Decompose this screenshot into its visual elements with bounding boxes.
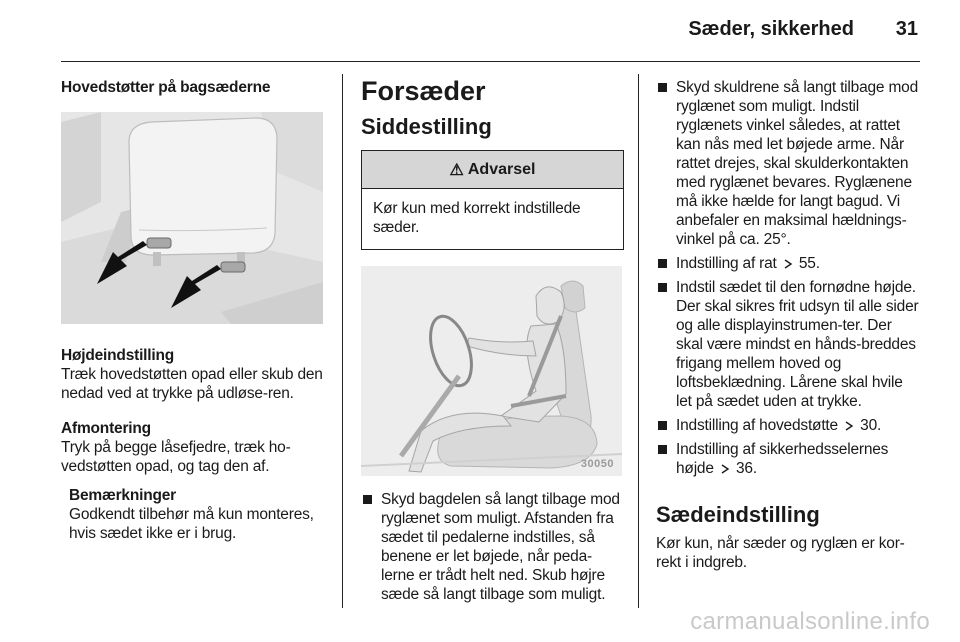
list-item (656, 416, 920, 435)
page-reference-link[interactable]: 30. (860, 417, 882, 434)
note-text: Godkendt tilbehør må kun monteres, hvis sædet ikke er i brug. (69, 506, 314, 542)
header-title: Sæder, sikkerhed (688, 18, 854, 40)
page-header (0, 0, 960, 60)
section-title-saedeindstilling: Sædeindstilling (656, 502, 820, 527)
page-reference-icon (720, 464, 730, 474)
bullet-square-icon (658, 283, 667, 292)
section-title-forsaeder: Forsæder (361, 76, 486, 106)
page-reference-icon (844, 421, 854, 431)
column-middle (361, 74, 624, 604)
headrest-figure (61, 112, 323, 324)
warning-box (361, 150, 624, 250)
header-rule (61, 61, 920, 62)
bullet-text: Skyd skuldrene så langt tilbage mod ryglænet som muligt. Indstil ryglænets vinkel således, at rattet kan nås med let bøjede arme. Når rattet drejes, skal skulderkontakten med ryglænet bevares. Ryglænene må ikke hælde for langt bagud. Vi anbefaler en maksimal hældnings-vinkel på ca. 25°. (676, 79, 919, 248)
bullet-text: Indstilling af rat (676, 255, 777, 272)
height-adjust-text: Træk hovedstøtten opad eller skub den nedad ved at trykke på udløse-ren. (61, 366, 323, 402)
section-text: Kør kun, når sæder og ryglæn er kor-rekt i indgreb. (656, 535, 905, 571)
note-title: Bemærkninger (69, 487, 176, 504)
driver-seat-illustration (361, 266, 622, 476)
page-number: 31 (895, 18, 918, 40)
watermark: carmanualsonline.info (690, 608, 930, 635)
column-right (656, 74, 920, 572)
list-item (656, 278, 920, 411)
column-divider-right (638, 74, 639, 608)
headrest-illustration (61, 112, 323, 324)
bullet-square-icon (658, 83, 667, 92)
bullet-square-icon (658, 259, 667, 268)
bullet-square-icon (658, 421, 667, 430)
page-reference-link[interactable]: 36. (736, 460, 757, 477)
removal-title: Afmontering (61, 420, 151, 437)
page-reference-link[interactable]: 55. (798, 255, 820, 272)
column-divider-left (342, 74, 343, 608)
rear-headrests-heading: Hovedstøtter på bagsæderne (61, 79, 271, 96)
list-item (656, 78, 920, 249)
list-item (656, 440, 920, 478)
bullet-square-icon (658, 445, 667, 454)
note-block (61, 486, 329, 543)
list-item (361, 490, 624, 604)
figure-number: 30050 (580, 458, 614, 470)
column-left (61, 74, 329, 543)
warning-text: Kør kun med korrekt indstillede sæder. (373, 200, 581, 236)
bullet-text: Indstilling af sikkerhedsselernes højde (676, 441, 889, 477)
bullet-square-icon (363, 495, 372, 504)
warning-triangle-icon: ⚠ (449, 161, 464, 179)
bullet-text: Indstilling af hovedstøtte (676, 417, 838, 434)
bullet-text: Skyd bagdelen så langt tilbage mod ryglænet som muligt. Afstanden fra sædet til pedalerne indstilles, så benene er let bøjede, når peda-lerne er trådt helt ned. Skub højre sæde så langt tilbage som muligt. (381, 491, 620, 603)
warning-title: Advarsel (467, 160, 536, 178)
removal-text: Tryk på begge låsefjedre, træk ho-vedstøtten opad, og tag den af. (61, 439, 291, 475)
subsection-title-siddestilling: Siddestilling (361, 114, 492, 139)
page-reference-icon (783, 259, 793, 269)
height-adjust-title: Højdeindstilling (61, 347, 175, 364)
warning-header (362, 151, 623, 189)
seating-position-figure (361, 266, 622, 476)
bullet-text: Indstil sædet til den fornødne højde. Der skal sikres frit udsyn til alle sider og alle displayinstrumen-ter. Der skal være mindst en hånds-breddes frigang mellem hoved og loftsbeklædning. Lårene skal hvile let på sædet uden at trykke. (676, 279, 919, 410)
list-item (656, 254, 920, 273)
